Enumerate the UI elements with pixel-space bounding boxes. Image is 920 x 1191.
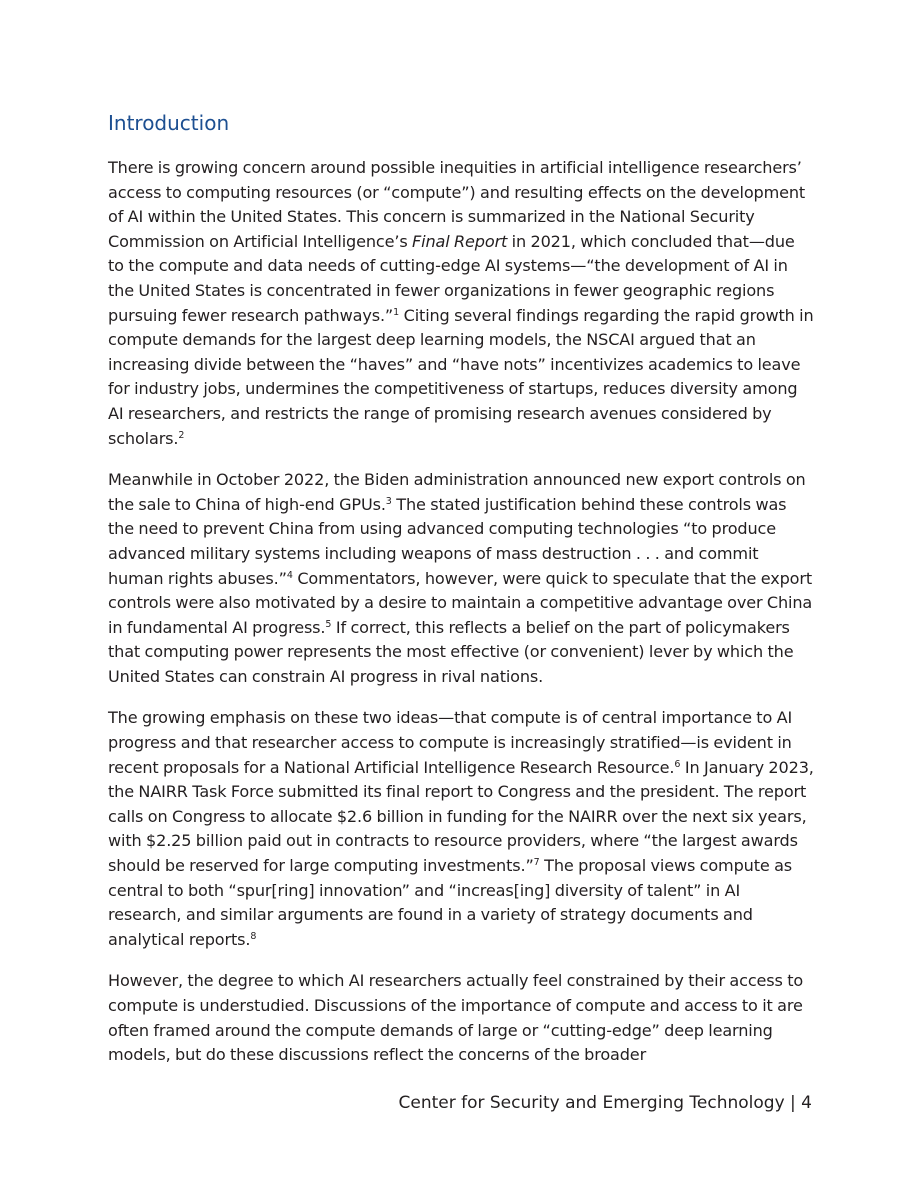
- italic-title: Final Report: [412, 231, 508, 251]
- text-run: In January 2023, the NAIRR Task Force submitted its final report to Congress and the president. The report calls on Congress to allocate $2.6 billion in funding for the NAIRR over the next six years, with $2.25 billion paid out in contracts to resource providers, where “the largest awards should be reserved for large computing investments.”: [108, 757, 814, 876]
- paragraph: [108, 468, 814, 689]
- paragraph: [108, 706, 814, 952]
- text-run: However, the degree to which AI researchers actually feel constrained by their access to compute is understudied. Discussions of the importance of compute and access to it are often framed around the compute demands of large or “cutting-edge” deep learning models, but do these discussions reflect the concerns of the broader: [108, 971, 804, 1065]
- section-heading: Introduction: [108, 111, 230, 135]
- footnote-ref[interactable]: 7: [533, 857, 540, 869]
- page-footer: Center for Security and Emerging Technology | 4: [398, 1093, 812, 1113]
- paragraph: [108, 969, 814, 1067]
- text-run: If correct, this reflects a belief on the part of policymakers that computing power represents the most effective (or convenient) lever by which the United States can constrain AI progress in rival nations.: [108, 617, 794, 686]
- footnote-ref[interactable]: 4: [286, 569, 293, 581]
- footnote-ref[interactable]: 6: [674, 758, 681, 770]
- document-page: [108, 108, 814, 1085]
- footnote-ref[interactable]: 8: [250, 930, 257, 942]
- text-run: Citing several findings regarding the rapid growth in compute demands for the largest deep learning models, the NSCAI argued that an increasing divide between the “haves” and “have nots” incentivizes academics to leave for industry jobs, undermines the competitiveness of startups, reduces diversity among AI researchers, and restricts the range of promising research avenues considered by scholars.: [108, 305, 814, 448]
- text-run: Meanwhile in October 2022, the Biden administration announced new export controls on the sale to China of high-end GPUs.: [108, 470, 806, 514]
- text-run: The stated justification behind these controls was the need to prevent China from using advanced computing technologies “to produce advanced military systems including weapons of mass destruction . . . and commit human rights abuses.”: [108, 494, 787, 588]
- text-run: There is growing concern around possible inequities in artificial intelligence researchers’ access to computing resources (or “compute”) and resulting effects on the development of AI within the United States. This concern is summarized in the National Security Commission on Artificial Intelligence’s: [108, 158, 806, 251]
- text-run: Commentators, however, were quick to speculate that the export controls were also motivated by a desire to maintain a competitive advantage over China in fundamental AI progress.: [108, 568, 813, 637]
- footnote-ref[interactable]: 5: [325, 618, 332, 630]
- footnote-ref[interactable]: 1: [393, 306, 400, 318]
- text-run: The proposal views compute as central to both “spur[ring] innovation” and “increas[ing] diversity of talent” in AI research, and similar arguments are found in a variety of strategy documents and analytical reports.: [108, 856, 793, 949]
- text-run: The growing emphasis on these two ideas—that compute is of central importance to AI progress and that researcher access to compute is increasingly stratified—is evident in recent proposals for a National Artificial Intelligence Research Resource.: [108, 708, 793, 777]
- footnote-ref[interactable]: 2: [178, 429, 185, 441]
- footnote-ref[interactable]: 3: [385, 495, 392, 507]
- paragraph: [108, 156, 814, 451]
- text-run: in 2021, which concluded that—due to the compute and data needs of cutting-edge AI systems—“the development of AI in the United States is concentrated in fewer organizations in fewer geographic regions pursuing fewer research pathways.”: [108, 231, 795, 325]
